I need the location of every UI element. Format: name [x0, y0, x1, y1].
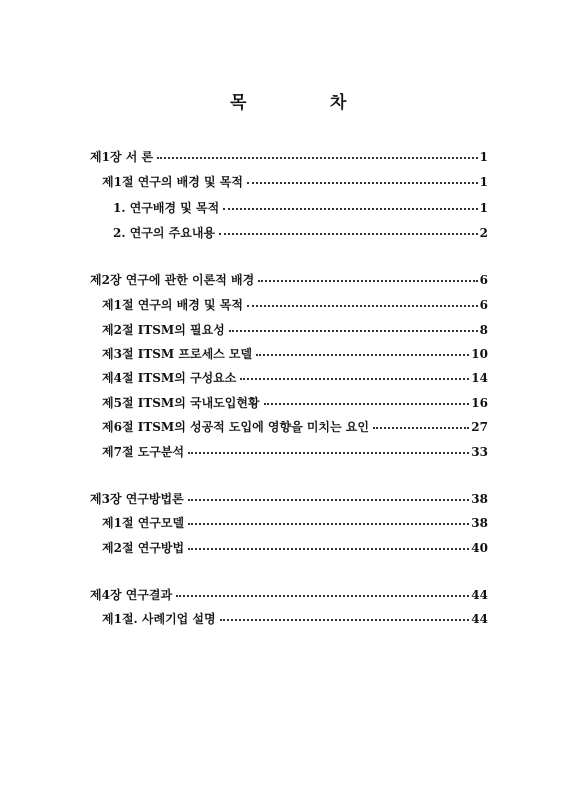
- toc-entry-page: 8: [479, 323, 488, 337]
- toc-entry-section[interactable]: [102, 297, 488, 313]
- toc-entry-label: 제1절 연구모델: [102, 516, 185, 530]
- dot-leader: [157, 147, 478, 159]
- toc-entry-page: 16: [471, 396, 488, 410]
- toc-entry-label: 제2절 연구방법: [102, 541, 185, 555]
- toc-entry-page: 38: [471, 492, 488, 506]
- dot-leader: [220, 609, 470, 621]
- toc-entry-chapter-2[interactable]: [90, 272, 488, 288]
- toc-entry-page: 2: [479, 226, 488, 240]
- toc-entry-label: 제1절 연구의 배경 및 목적: [102, 175, 243, 189]
- toc-entry-label: 제2절 ITSM의 필요성: [102, 323, 225, 337]
- toc-entry-label: 제6절 ITSM의 성공적 도입에 영향을 미치는 요인: [102, 420, 369, 434]
- dot-leader: [176, 585, 469, 597]
- toc-entry-label: 제2장 연구에 관한 이론적 배경: [90, 273, 255, 287]
- toc-entry-page: 6: [479, 273, 488, 287]
- toc-entry-label: 제5절 ITSM의 국내도입현황: [102, 396, 260, 410]
- toc-entry-page: 27: [471, 420, 488, 434]
- dot-leader: [264, 393, 470, 405]
- dot-leader: [229, 320, 478, 332]
- toc-entry-label: 제1장 서 론: [90, 150, 154, 164]
- dot-leader: [240, 368, 469, 380]
- toc-entry-section[interactable]: [102, 346, 488, 362]
- dot-leader: [223, 198, 477, 210]
- toc-entry-label: 제1절 연구의 배경 및 목적: [102, 298, 243, 312]
- toc-entry-section[interactable]: [102, 395, 488, 411]
- toc-entry-page: 44: [471, 612, 488, 626]
- dot-leader: [188, 442, 469, 454]
- toc-entry-label: 제3절 ITSM 프로세스 모델: [102, 347, 253, 361]
- toc-entry-section[interactable]: [102, 322, 488, 338]
- dot-leader: [256, 344, 469, 356]
- toc-title-left: 목: [230, 93, 248, 113]
- toc-entry-section[interactable]: [102, 611, 488, 627]
- toc-entry-section[interactable]: [102, 370, 488, 386]
- dot-leader: [188, 489, 470, 501]
- toc-entry-label: 1. 연구배경 및 목적: [113, 201, 220, 215]
- toc-entry-chapter-1[interactable]: [90, 149, 488, 165]
- toc-entry-section[interactable]: [102, 419, 488, 435]
- toc-entry-label: 제7절 도구분석: [102, 445, 185, 459]
- toc-entry-section[interactable]: [102, 174, 488, 190]
- toc-entry-page: 1: [479, 150, 488, 164]
- dot-leader: [247, 172, 478, 184]
- toc-entry-page: 44: [471, 588, 488, 602]
- toc-entry-page: 38: [471, 516, 488, 530]
- dot-leader: [247, 295, 478, 307]
- toc-entry-page: 6: [479, 298, 488, 312]
- toc-entry-label: 제4절 ITSM의 구성요소: [102, 371, 237, 385]
- dot-leader: [188, 513, 469, 525]
- dot-leader: [373, 417, 469, 429]
- toc-entry-page: 33: [471, 445, 488, 459]
- toc-entry-page: 40: [471, 541, 488, 555]
- toc-entry-page: 10: [471, 347, 488, 361]
- toc-entry-section[interactable]: [102, 444, 488, 460]
- toc-entry-label: 2. 연구의 주요내용: [113, 226, 216, 240]
- toc-entry-label: 제3장 연구방법론: [90, 492, 184, 506]
- toc-entry-page: 1: [479, 201, 488, 215]
- toc-entry-page: 14: [471, 371, 488, 385]
- toc-entry-section[interactable]: [102, 515, 488, 531]
- dot-leader: [219, 223, 478, 235]
- toc-entry-label: 제1절. 사례기업 설명: [102, 612, 216, 626]
- dot-leader: [258, 270, 477, 282]
- dot-leader: [188, 538, 469, 550]
- toc-entry-chapter-3[interactable]: [90, 491, 488, 507]
- toc-entry-subsection[interactable]: [113, 200, 488, 216]
- toc-entry-subsection[interactable]: [113, 225, 488, 241]
- toc-entry-section[interactable]: [102, 540, 488, 556]
- toc-entry-label: 제4장 연구결과: [90, 588, 173, 602]
- toc-entry-chapter-4[interactable]: [90, 587, 488, 603]
- toc-entry-page: 1: [479, 175, 488, 189]
- toc-title-right: 차: [330, 93, 348, 113]
